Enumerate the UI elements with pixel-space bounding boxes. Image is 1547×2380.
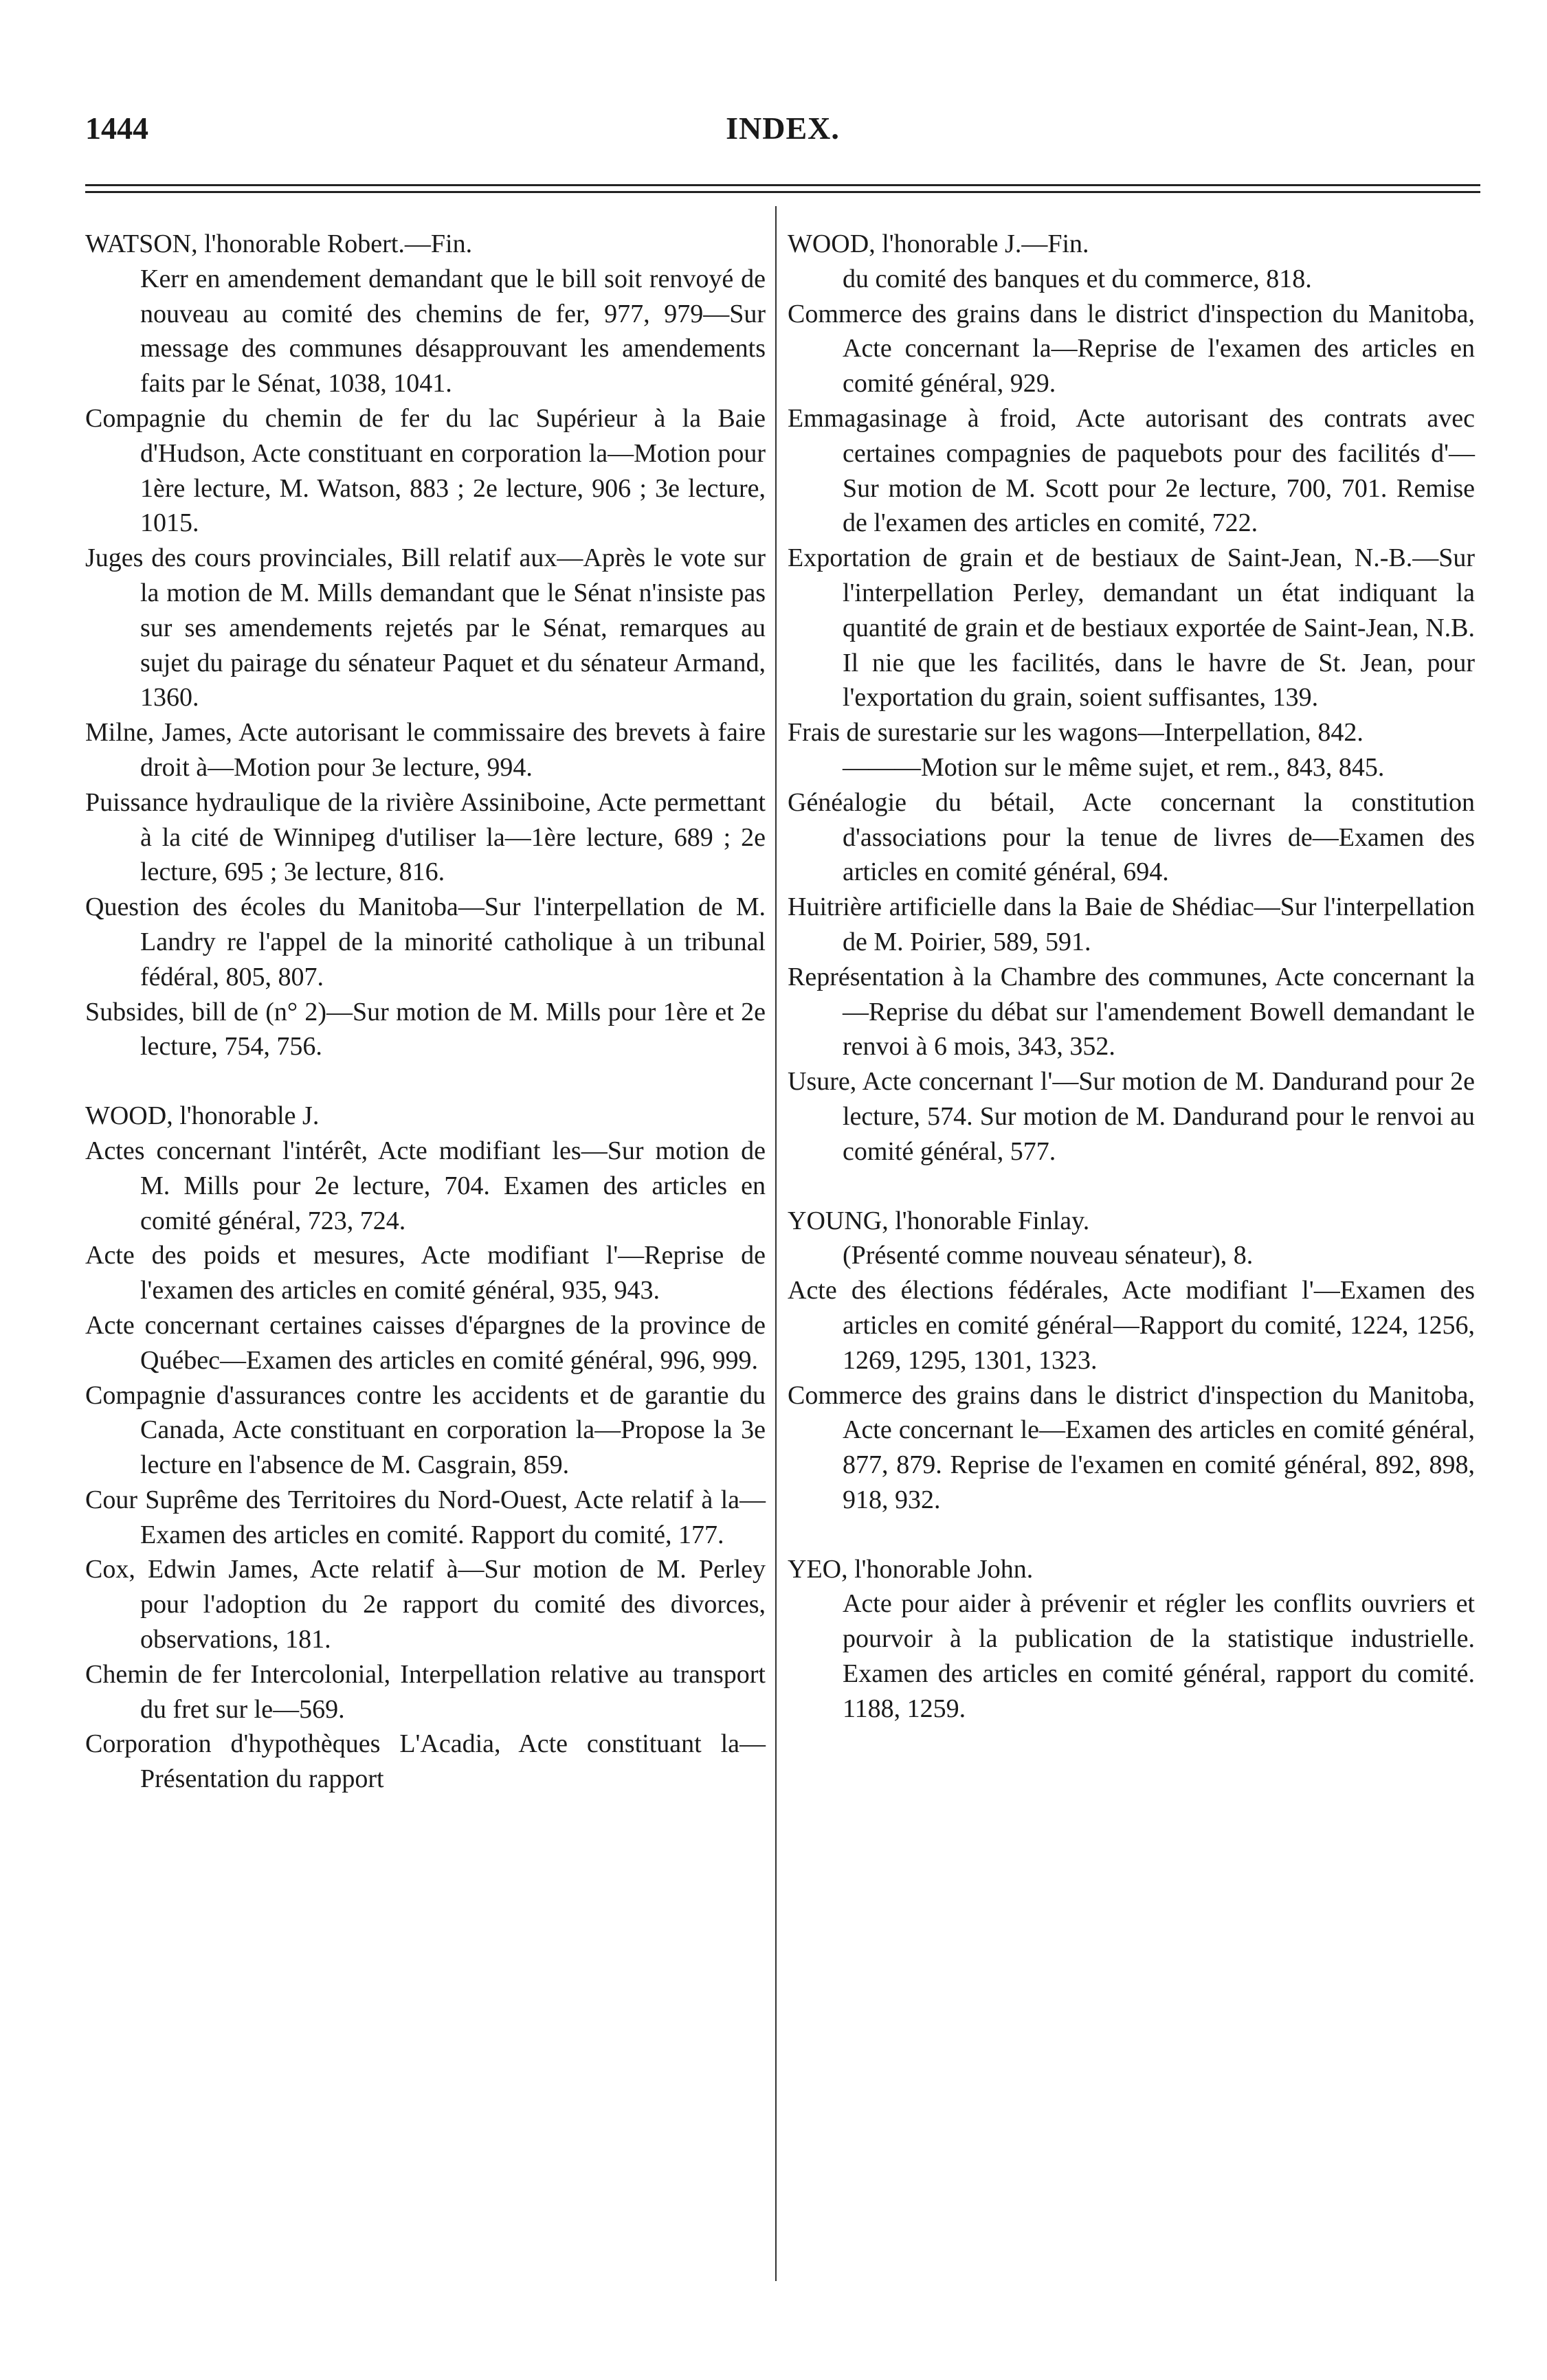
column-divider <box>775 206 777 2281</box>
section-heading: YEO, l'honorable John. <box>788 1554 1034 1584</box>
left-column <box>85 227 766 1831</box>
index-entry: Acte concernant certaines caisses d'épargnes de la province de Québec—Examen des articles en comité général, 996, 999. <box>85 1310 766 1375</box>
index-entry: Puissance hydraulique de la rivière Assiniboine, Acte permettant à la cité de Winnipeg d'utiliser la—1ère lecture, 689 ; 2e lecture, 695 ; 3e lecture, 816. <box>85 787 766 887</box>
index-entry: Question des écoles du Manitoba—Sur l'interpellation de M. Landry re l'appel de la minorité catholique à un tribunal fédéral, 805, 807. <box>85 892 766 991</box>
index-section-young <box>788 1204 1475 1518</box>
index-entry: Exportation de grain et de bestiaux de Saint-Jean, N.-B.—Sur l'interpellation Perley, demandant un état indiquant la quantité de grain et de bestiaux exportée de Saint-Jean, N.B. Il nie que les facilités, dans le havre de St. Jean, pour l'exportation du grain, soient suffisantes, 139. <box>788 543 1475 712</box>
index-entry: Huitrière artificielle dans la Baie de Shédiac—Sur l'interpellation de M. Poirier, 589, 591. <box>788 892 1475 956</box>
index-entry: Usure, Acte concernant l'—Sur motion de M. Dandurand pour 2e lecture, 574. Sur motion de M. Dandurand pour le renvoi au comité général, 577. <box>788 1067 1475 1166</box>
section-heading: WOOD, l'honorable J.—Fin. <box>788 229 1089 258</box>
index-entry: Chemin de fer Intercolonial, Interpellation relative au transport du fret sur le—569. <box>85 1659 766 1724</box>
page-title: INDEX. <box>726 111 840 146</box>
index-section-wood-continued <box>788 227 1475 1169</box>
index-entry: Emmagasinage à froid, Acte autorisant des contrats avec certaines compagnies de paquebots pour des facilités d'—Sur motion de M. Scott pour 2e lecture, 700, 701. Remise de l'examen des articles en comité, 722. <box>788 403 1475 538</box>
index-entry: Cour Suprême des Territoires du Nord-Ouest, Acte relatif à la—Examen des articles en comité. Rapport du comité, 177. <box>85 1485 766 1549</box>
index-entry: Corporation d'hypothèques L'Acadia, Acte constituant la—Présentation du rapport <box>85 1729 766 1794</box>
index-entry: Juges des cours provinciales, Bill relatif aux—Après le vote sur la motion de M. Mills demandant que le Sénat n'insiste pas sur ses amendements rejetés par le Sénat, remarques au sujet du pairage du sénateur Paquet et du sénateur Armand, 1360. <box>85 543 766 712</box>
right-column <box>788 227 1475 1761</box>
section-heading: WATSON, l'honorable Robert.—Fin. <box>85 229 473 258</box>
index-entry: Kerr en amendement demandant que le bill soit renvoyé de nouveau au comité des chemins de fer, 977, 979—Sur message des communes désapprouvant les amendements faits par le Sénat, 1038, 1041. <box>140 264 766 398</box>
page-header <box>85 110 1480 158</box>
index-entry: Représentation à la Chambre des communes, Acte concernant la—Reprise du débat sur l'amendement Bowell demandant le renvoi à 6 mois, 343, 352. <box>788 962 1475 1062</box>
index-entry: ———Motion sur le même sujet, et rem., 843, 845. <box>843 752 1385 782</box>
index-entry: Cox, Edwin James, Acte relatif à—Sur motion de M. Perley pour l'adoption du 2e rapport du comité des divorces, observations, 181. <box>85 1555 766 1654</box>
index-entry: (Présenté comme nouveau sénateur), 8. <box>843 1241 1254 1270</box>
index-entry-continued: du comité des banques et du commerce, 818. <box>843 264 1312 293</box>
section-heading: YOUNG, l'honorable Finlay. <box>788 1206 1090 1235</box>
index-entry: Frais de surestarie sur les wagons—Interpellation, 842. <box>788 718 1364 748</box>
section-heading: WOOD, l'honorable J. <box>85 1101 320 1131</box>
index-entry: Acte pour aider à prévenir et régler les conflits ouvriers et pourvoir à la publication de la statistique industrielle. Examen des articles en comité général, rapport du comité. 1188, 1259. <box>843 1589 1475 1723</box>
index-entry: Acte des poids et mesures, Acte modifiant l'—Reprise de l'examen des articles en comité général, 935, 943. <box>85 1241 766 1305</box>
index-entry: Commerce des grains dans le district d'inspection du Manitoba, Acte concernant le—Examen des articles en comité général, 877, 879. Reprise de l'examen en comité général, 892, 898, 918, 932. <box>788 1380 1475 1514</box>
index-entry: Compagnie d'assurances contre les accidents et de garantie du Canada, Acte constituant en corporation la—Propose la 3e lecture en l'absence de M. Casgrain, 859. <box>85 1380 766 1480</box>
index-section-watson <box>85 227 766 1064</box>
index-entry: Généalogie du bétail, Acte concernant la constitution d'associations pour la tenue de livres de—Examen des articles en comité général, 694. <box>788 787 1475 887</box>
header-rule-top <box>85 184 1480 186</box>
index-entry: Milne, James, Acte autorisant le commissaire des brevets à faire droit à—Motion pour 3e lecture, 994. <box>85 718 766 782</box>
index-section-yeo <box>788 1552 1475 1727</box>
index-entry: Compagnie du chemin de fer du lac Supérieur à la Baie d'Hudson, Acte constituant en corporation la—Motion pour 1ère lecture, M. Watson, 883 ; 2e lecture, 906 ; 3e lecture, 1015. <box>85 403 766 538</box>
page-number: 1444 <box>85 111 148 146</box>
header-rule-bottom <box>85 191 1480 193</box>
index-section-wood <box>85 1099 766 1797</box>
index-entry: Commerce des grains dans le district d'inspection du Manitoba, Acte concernant la—Reprise de l'examen des articles en comité général, 929. <box>788 299 1475 398</box>
index-entry: Subsides, bill de (n° 2)—Sur motion de M. Mills pour 1ère et 2e lecture, 754, 756. <box>85 997 766 1062</box>
index-entry: Acte des élections fédérales, Acte modifiant l'—Examen des articles en comité général—Rapport du comité, 1224, 1256, 1269, 1295, 1301, 1323. <box>788 1276 1475 1375</box>
index-entry: Actes concernant l'intérêt, Acte modifiant les—Sur motion de M. Mills pour 2e lecture, 704. Examen des articles en comité général, 723, 724. <box>85 1136 766 1235</box>
